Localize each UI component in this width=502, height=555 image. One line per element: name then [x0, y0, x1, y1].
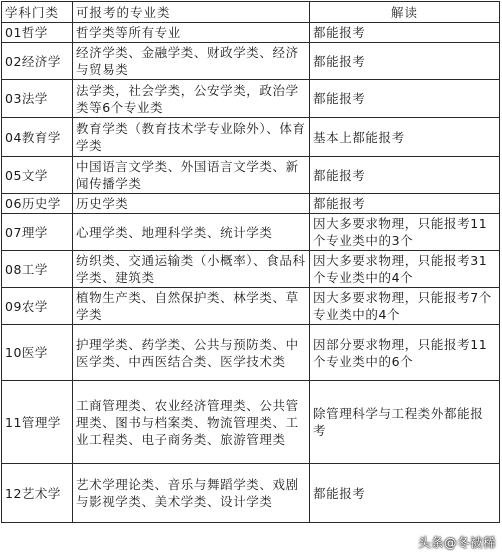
discipline-cell: 12艺术学	[2, 464, 73, 523]
interpretation-cell: 因大多要求物理，只能报考31个专业类中的4个	[310, 251, 500, 288]
table-row	[2, 118, 500, 157]
table-row	[2, 157, 500, 194]
majors-cell: 植物生产类、自然保护类、林学类、草学类	[73, 288, 310, 325]
majors-cell: 纺织类、交通运输类（小概率）、食品科学类、建筑类	[73, 251, 310, 288]
interpretation-cell: 都能报考	[310, 464, 500, 523]
table-row	[2, 194, 500, 214]
interpretation-cell: 基本上都能报考	[310, 118, 500, 157]
discipline-cell: 06历史学	[2, 194, 73, 214]
table-row	[2, 43, 500, 80]
discipline-cell: 07理学	[2, 214, 73, 251]
majors-cell: 历史学类	[73, 194, 310, 214]
interpretation-cell: 都能报考	[310, 43, 500, 80]
table-row	[2, 464, 500, 523]
discipline-cell: 10医学	[2, 325, 73, 381]
majors-cell: 经济学类、金融学类、财政学类、经济与贸易类	[73, 43, 310, 80]
interpretation-cell: 因部分要求物理，只能报考11个专业类中的6个	[310, 325, 500, 381]
interpretation-cell: 除管理科学与工程类外都能报考	[310, 381, 500, 464]
majors-cell: 中国语言文学类、外国语言文学类、新闻传播学类	[73, 157, 310, 194]
discipline-cell: 08工学	[2, 251, 73, 288]
header-majors: 可报考的专业类	[73, 2, 310, 23]
table-row	[2, 214, 500, 251]
majors-cell: 法学类，社会学类，公安学类，政治学类等6个专业类	[73, 80, 310, 118]
majors-cell: 艺术学理论类、音乐与舞蹈学类、戏剧与影视学类、美术学类、设计学类	[73, 464, 310, 523]
header-discipline: 学科门类	[2, 2, 73, 23]
majors-table	[1, 1, 500, 523]
discipline-cell: 01哲学	[2, 23, 73, 43]
interpretation-cell: 因大多要求物理，只能报考7个专业类中的4个	[310, 288, 500, 325]
discipline-cell: 03法学	[2, 80, 73, 118]
table-row	[2, 325, 500, 381]
table-row	[2, 381, 500, 464]
majors-cell: 心理学类、地理科学类、统计学类	[73, 214, 310, 251]
table-row	[2, 23, 500, 43]
table-row	[2, 288, 500, 325]
interpretation-cell: 都能报考	[310, 80, 500, 118]
discipline-cell: 11管理学	[2, 381, 73, 464]
majors-cell: 哲学类等所有专业	[73, 23, 310, 43]
table-row	[2, 251, 500, 288]
discipline-cell: 09农学	[2, 288, 73, 325]
watermark-text: 头条@冬被稀	[417, 535, 496, 550]
interpretation-cell: 因大多要求物理，只能报考11个专业类中的3个	[310, 214, 500, 251]
majors-cell: 工商管理类、农业经济管理类、公共管理类、图书与档案类、物流管理类、工业工程类、电子商务类、旅游管理类	[73, 381, 310, 464]
majors-cell: 护理学类、药学类、公共与预防类、中医学类、中西医结合类、医学技术类	[73, 325, 310, 381]
header-interpretation: 解读	[310, 2, 500, 23]
discipline-cell: 02经济学	[2, 43, 73, 80]
majors-cell: 教育学类（教育技术学专业除外）、体育学类	[73, 118, 310, 157]
table-row	[2, 80, 500, 118]
interpretation-cell: 都能报考	[310, 194, 500, 214]
interpretation-cell: 都能报考	[310, 157, 500, 194]
discipline-cell: 05文学	[2, 157, 73, 194]
table-header-row	[2, 2, 500, 23]
interpretation-cell: 都能报考	[310, 23, 500, 43]
discipline-cell: 04教育学	[2, 118, 73, 157]
